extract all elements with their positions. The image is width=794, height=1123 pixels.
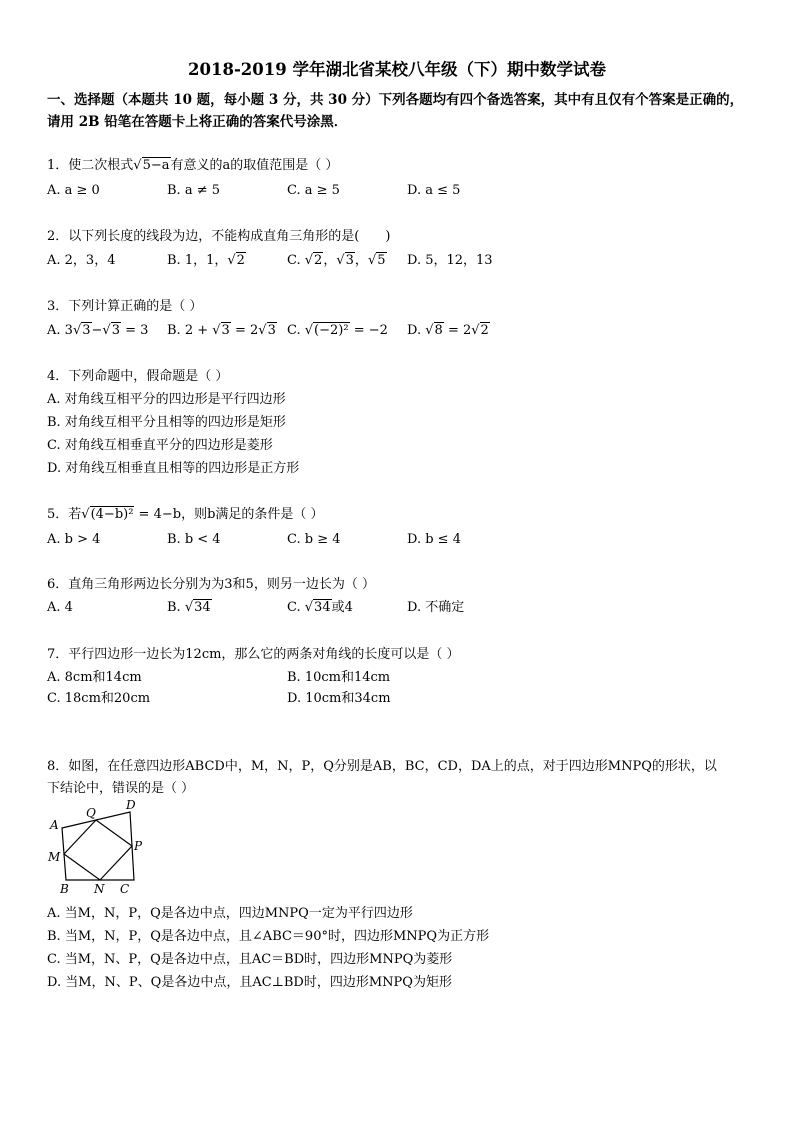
question-2-stem: 2．以下列长度的线段为边，不能构成直角三角形的是( ) xyxy=(47,229,391,244)
quadrilateral-mnpq xyxy=(64,820,132,880)
q7-option-d: D. 10cm和34cm xyxy=(287,691,391,706)
question-6-stem: 6．直角三角形两边长分别为为3和5，则另一边长为（ ） xyxy=(47,577,375,592)
q4-option-c: C. 对角线互相垂直平分的四边形是菱形 xyxy=(47,438,273,453)
q6-b-pre: B. xyxy=(167,600,185,615)
q2-option-a: A. 2，3，4 xyxy=(47,253,116,268)
q2-c-pre: C. xyxy=(287,253,305,268)
q2-c-radicand-3: 5 xyxy=(377,253,386,268)
q1-option-d: D. a ≤ 5 xyxy=(407,183,461,198)
question-8-stem-line2: 下结论中，错误的是（ ） xyxy=(47,781,195,796)
q5-option-a: A. b > 4 xyxy=(47,532,101,547)
q3-c-post: = −2 xyxy=(349,323,388,338)
q3-c-pre: C. xyxy=(287,323,305,338)
q8-option-b: B. 当M，N，P，Q是各边中点，且∠ABC＝90°时，四边形MNPQ为正方形 xyxy=(47,929,490,944)
label-m: M xyxy=(48,850,61,864)
q8-option-d: D. 当M，N、P、Q是各边中点，且AC⊥BD时，四边形MNPQ为矩形 xyxy=(47,975,452,990)
q8-option-a: A. 当M，N，P，Q是各边中点，四边MNPQ一定为平行四边形 xyxy=(47,906,413,921)
q3-d-pre: D. xyxy=(407,323,426,338)
q3-d-radicand-1: 8 xyxy=(434,323,443,338)
q1-stem-post: 有意义的a的取值范围是（ ） xyxy=(170,158,339,173)
q3-a-minus: − xyxy=(91,323,103,338)
label-p: P xyxy=(134,839,143,853)
question-1-stem: 1．使二次根式√5−a有意义的a的取值范围是（ ） xyxy=(47,158,339,173)
q3-a-radicand-1: 3 xyxy=(82,323,91,338)
q1-option-c: C. a ≥ 5 xyxy=(287,183,340,198)
q1-stem-pre: 1．使二次根式 xyxy=(47,158,134,173)
q2-c-radicand-2: 3 xyxy=(345,253,354,268)
q2-option-b: B. 1，1，√2 xyxy=(167,253,245,268)
q1-option-a: A. a ≥ 0 xyxy=(47,183,100,198)
label-c: C xyxy=(120,882,130,896)
q6-option-d: D. 不确定 xyxy=(407,600,465,615)
q5-stem-pre: 5．若 xyxy=(47,507,82,522)
q3-b-radicand-1: 3 xyxy=(221,323,230,338)
q4-option-b: B. 对角线互相平分且相等的四边形是矩形 xyxy=(47,415,286,430)
q5-stem-post: = 4−b，则b满足的条件是（ ） xyxy=(134,507,324,522)
section-instructions-line1: 一、选择题（本题共 10 题，每小题 3 分，共 30 分）下列各题均有四个备选答案，其中有且仅有个答案是正确的， xyxy=(47,92,744,108)
question-8-stem-line1: 8．如图，在任意四边形ABCD中，M，N，P，Q分别是AB，BC，CD，DA上的点，对于四边形MNPQ的形状，以 xyxy=(47,759,717,774)
q5-option-d: D. b ≤ 4 xyxy=(407,532,461,547)
q1-option-b: B. a ≠ 5 xyxy=(167,183,220,198)
q2-b-pre: B. 1，1， xyxy=(167,253,228,268)
q3-b-mid: = 2 xyxy=(230,323,259,338)
q3-a-post: = 3 xyxy=(121,323,149,338)
q3-a-pre: A. 3 xyxy=(47,323,73,338)
question-5-stem: 5．若√(4−b)² = 4−b，则b满足的条件是（ ） xyxy=(47,507,324,522)
q3-b-radicand-2: 3 xyxy=(267,323,276,338)
q2-c-radicand-1: 2 xyxy=(314,253,323,268)
page-title: 2018-2019 学年湖北省某校八年级（下）期中数学试卷 xyxy=(188,60,606,79)
q3-option-d: D. √8 = 2√2 xyxy=(407,323,489,338)
q4-option-d: D. 对角线互相垂直且相等的四边形是正方形 xyxy=(47,461,300,476)
q7-option-c: C. 18cm和20cm xyxy=(47,691,151,706)
q7-option-b: B. 10cm和14cm xyxy=(287,670,391,685)
question-3-stem: 3．下列计算正确的是（ ） xyxy=(47,299,203,314)
q5-option-c: C. b ≥ 4 xyxy=(287,532,341,547)
q2-c-sep-2: ， xyxy=(354,253,368,268)
q2-c-sep-1: ， xyxy=(323,253,337,268)
q6-option-a: A. 4 xyxy=(47,600,73,615)
q3-option-c: C. √(−2)² = −2 xyxy=(287,323,388,338)
quadrilateral-figure xyxy=(44,796,154,898)
q3-a-radicand-2: 3 xyxy=(111,323,120,338)
q6-option-b: B. √34 xyxy=(167,600,211,615)
q2-option-c: C. √2，√3，√5 xyxy=(287,253,386,268)
q5-option-b: B. b < 4 xyxy=(167,532,221,547)
q3-option-b: B. 2 + √3 = 2√3 xyxy=(167,323,276,338)
q1-radicand: 5−a xyxy=(142,158,170,173)
q7-option-a: A. 8cm和14cm xyxy=(47,670,142,685)
q6-c-post: 或4 xyxy=(331,600,353,615)
label-q: Q xyxy=(86,806,96,820)
label-a: A xyxy=(50,818,59,832)
label-d: D xyxy=(126,798,136,812)
q2-option-d: D. 5，12，13 xyxy=(407,253,493,268)
q6-option-c: C. √34或4 xyxy=(287,600,353,615)
question-4-stem: 4．下列命题中，假命题是（ ） xyxy=(47,369,229,384)
q3-d-radicand-2: 2 xyxy=(480,323,489,338)
quadrilateral-abcd xyxy=(62,812,134,880)
q3-c-radicand: (−2)² xyxy=(314,323,349,338)
q6-b-radicand: 34 xyxy=(194,600,211,615)
q5-radicand: (4−b)² xyxy=(90,507,134,522)
label-n: N xyxy=(94,882,105,896)
q6-c-radicand: 34 xyxy=(314,600,331,615)
question-7-stem: 7．平行四边形一边长为12cm，那么它的两条对角线的长度可以是（ ） xyxy=(47,647,460,662)
q3-d-mid: = 2 xyxy=(443,323,472,338)
q4-option-a: A. 对角线互相平分的四边形是平行四边形 xyxy=(47,392,286,407)
label-b: B xyxy=(60,882,69,896)
section-instructions-line2: 请用 2B 铅笔在答题卡上将正确的答案代号涂黑． xyxy=(47,114,348,130)
q3-option-a: A. 3√3−√3 = 3 xyxy=(47,323,149,338)
q8-option-c: C. 当M，N、P，Q是各边中点，且AC＝BD时，四边形MNPQ为菱形 xyxy=(47,952,453,967)
q6-c-pre: C. xyxy=(287,600,305,615)
q3-b-pre: B. 2 + xyxy=(167,323,213,338)
q2-b-radicand: 2 xyxy=(236,253,245,268)
